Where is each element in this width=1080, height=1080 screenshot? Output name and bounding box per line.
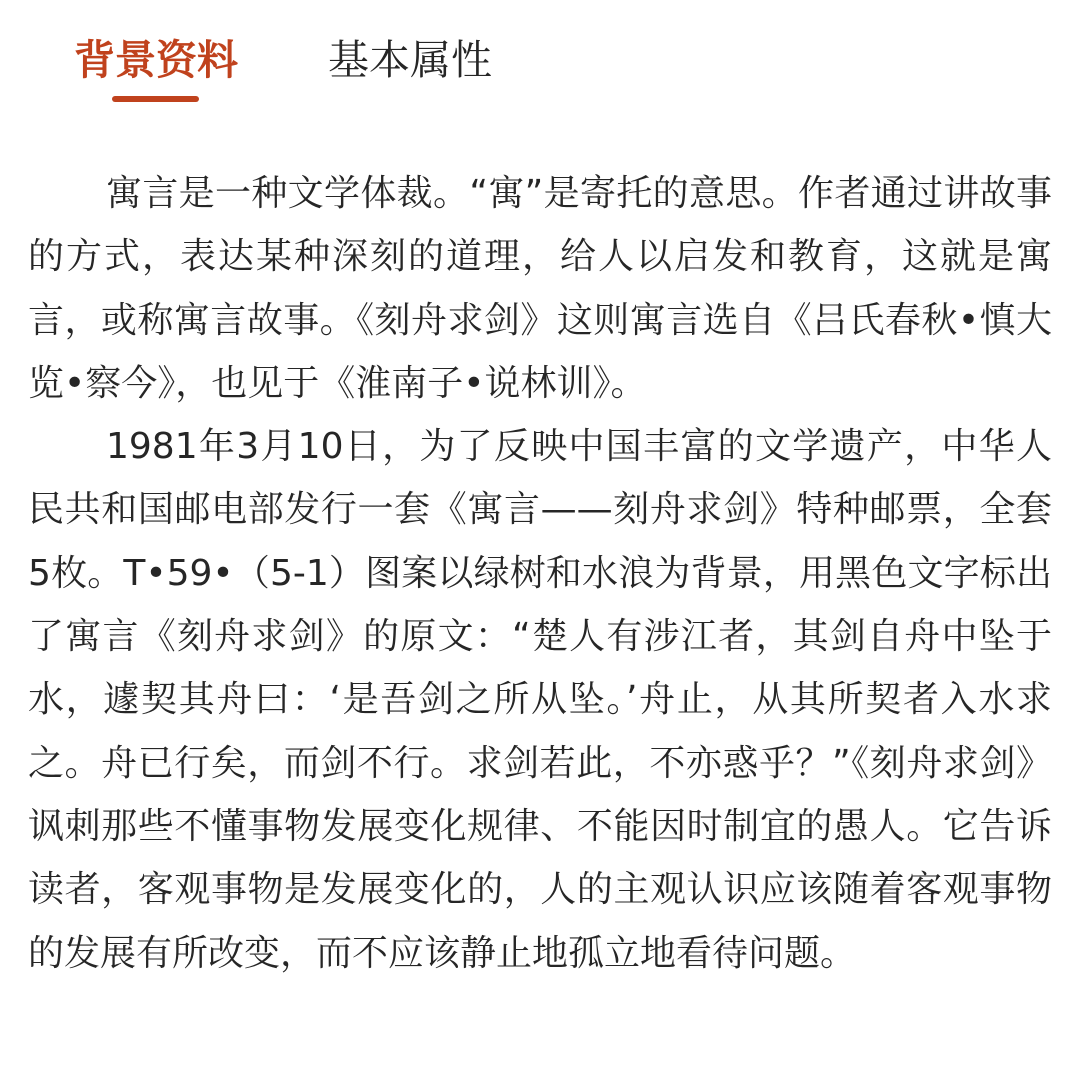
- tab-bar: [0, 0, 1080, 110]
- tab-background-info[interactable]: 背景资料: [74, 36, 238, 84]
- tab-basic-attributes[interactable]: 基本属性: [328, 36, 492, 84]
- article-body: [28, 162, 1052, 985]
- active-tab-indicator: [112, 96, 199, 102]
- article-paragraph-intro: 寓言是一种文学体裁。“寓”是寄托的意思。作者通过讲故事的方式，表达某种深刻的道理，给人以启发和教育，这就是寓言，或称寓言故事。《刻舟求剑》这则寓言选自《吕氏春秋•慎大览•察今》，也见于《淮南子•说林训》。: [28, 173, 1052, 404]
- article-paragraph-stamp: 1981年3月10日，为了反映中国丰富的文学遗产，中华人民共和国邮电部发行一套《寓言——刻舟求剑》特种邮票，全套5枚。T•59•（5-1）图案以绿树和水浪为背景，用黑色文字标出了寓言《刻舟求剑》的原文：“楚人有涉江者，其剑自舟中坠于水，遽契其舟曰：‘是吾剑之所从坠。’舟止，从其所契者入水求之。舟已行矣，而剑不行。求剑若此，不亦惑乎？”《刻舟求剑》讽刺那些不懂事物发展变化规律、不能因时制宜的愚人。它告诉读者，客观事物是发展变化的，人的主观认识应该随着客观事物的发展有所改变，而不应该静止地孤立地看待问题。: [28, 426, 1052, 974]
